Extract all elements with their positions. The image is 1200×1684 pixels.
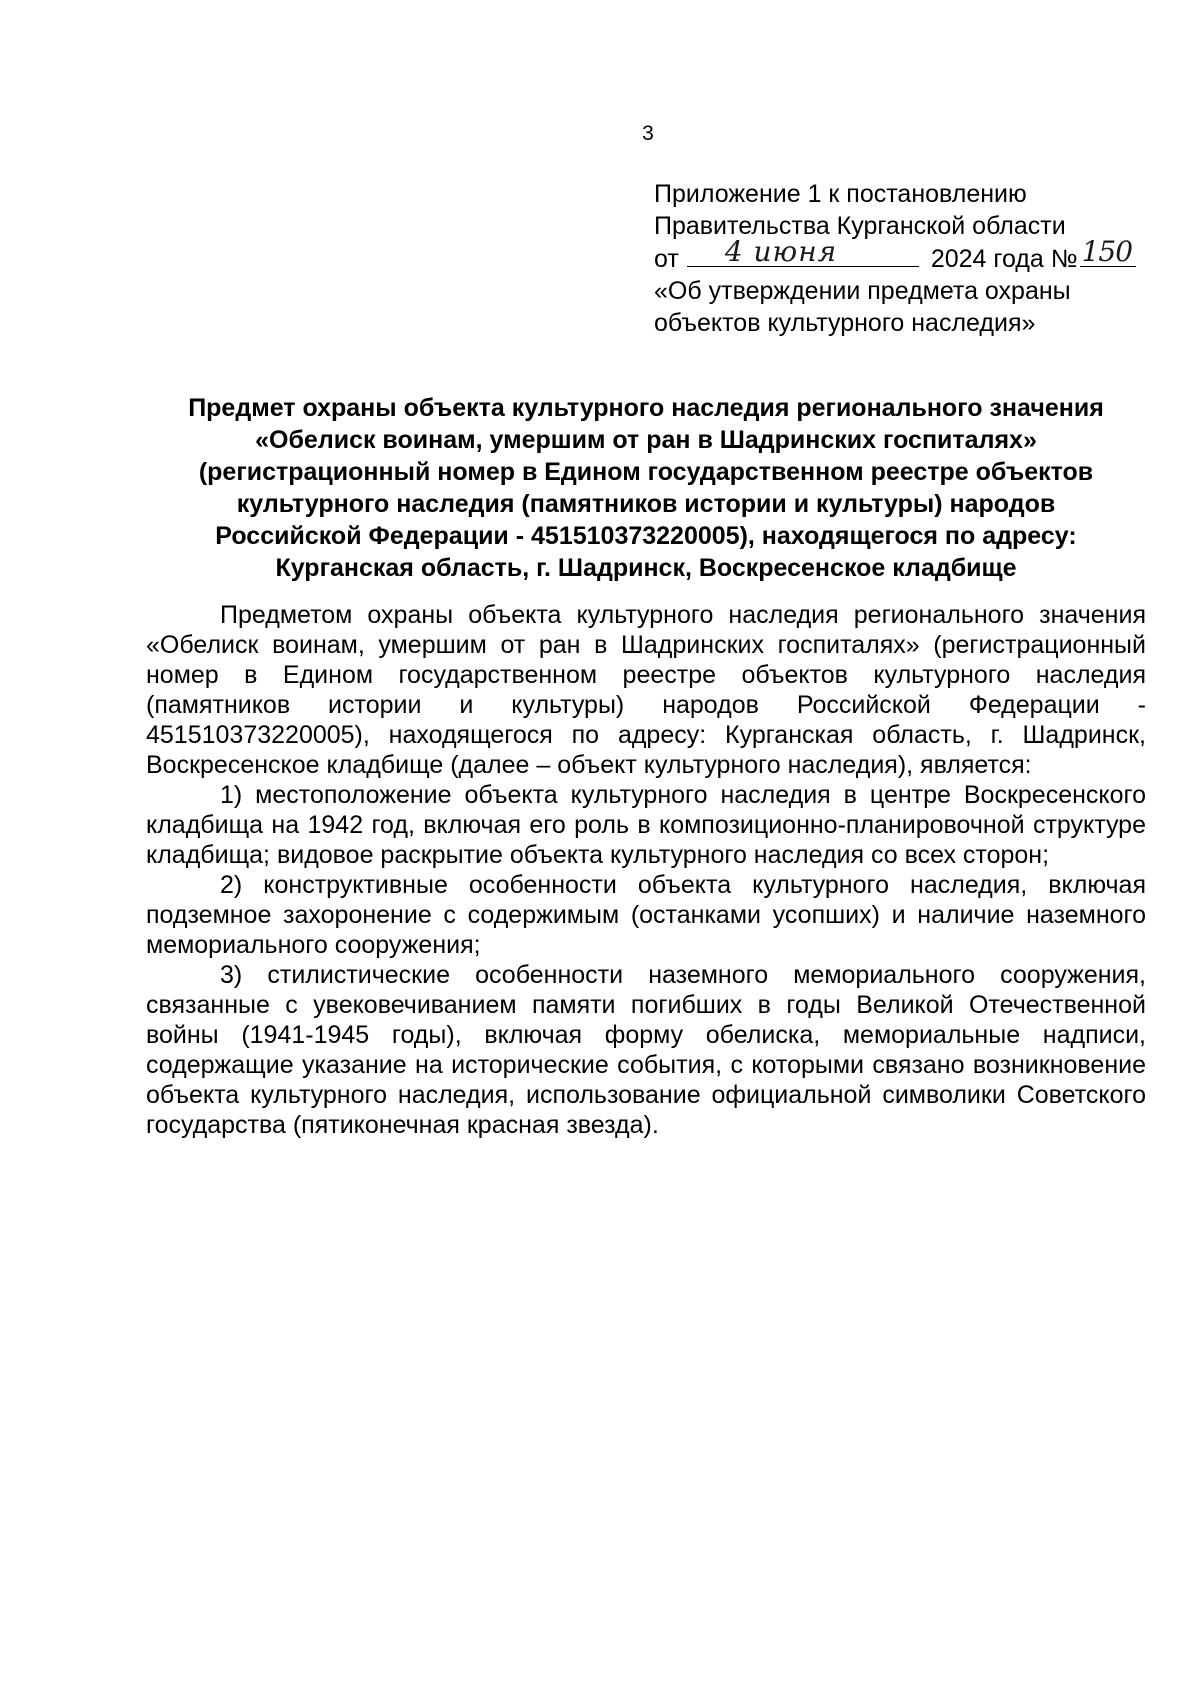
date-blank — [687, 235, 919, 268]
title-line-4: культурного наследия (памятников истории и культуры) народов — [236, 490, 1056, 518]
appendix-line-4: «Об утверждении предмета охраны — [654, 277, 1071, 305]
title-line-1: Предмет охраны объекта культурного наследия регионального значения — [188, 394, 1104, 422]
appendix-line-5: объектов культурного наследия» — [654, 309, 1036, 337]
page-number: 3 — [642, 122, 654, 145]
title-line-6: Курганская область, г. Шадринск, Воскресенское кладбище — [275, 554, 1017, 582]
number-blank — [1080, 235, 1136, 268]
list-item-3: 3) стилистические особенности наземного мемориального сооружения, связанные с увековечиванием памяти погибших в годы Великой Отечественной войны (1941-1945 годы), включая форму обелиска, мемориальные надписи, содержащие указание на исторические события, с которыми связано возникновение объекта культурного наследия, использование официальной символики Советского государства (пятиконечная красная звезда). — [146, 961, 1146, 1139]
appendix-line-2: Правительства Курганской области — [654, 212, 1066, 240]
title-line-5: Российской Федерации - 451510373220005), находящегося по адресу: — [215, 522, 1077, 550]
appendix-header — [654, 178, 1154, 339]
title-line-3: (регистрационный номер в Едином государственном реестре объектов — [198, 458, 1094, 486]
intro-paragraph: Предметом охраны объекта культурного наследия регионального значения «Обелиск воинам, умершим от ран в Шадринских госпиталях» (регистрационный номер в Едином государственном реестре объектов культурного наследия (памятников истории и культуры) народов Российской Федерации - 451510373220005), находящегося по адресу: Курганская область, г. Шадринск, Воскресенское кладбище (далее – объект культурного наследия), является: — [146, 601, 1146, 779]
list-item-1: 1) местоположение объекта культурного наследия в центре Воскресенского кладбища на 1942 год, включая его роль в композиционно-планировочной структуре кладбища; видовое раскрытие объекта культурного наследия со всех сторон; — [146, 781, 1146, 869]
document-title — [146, 392, 1146, 584]
handwritten-date: 4 июня — [724, 235, 838, 268]
date-prefix: от — [654, 245, 679, 273]
date-suffix: 2024 года № — [930, 245, 1078, 273]
document-body — [146, 600, 1146, 1140]
appendix-line-1: Приложение 1 к постановлению — [654, 180, 1027, 208]
title-line-2: «Обелиск воинам, умершим от ран в Шадринских госпиталях» — [255, 426, 1037, 454]
list-item-2: 2) конструктивные особенности объекта культурного наследия, включая подземное захоронение с содержимым (останками усопших) и наличие наземного мемориального сооружения; — [146, 871, 1146, 959]
appendix-date-line — [654, 235, 1154, 275]
handwritten-number: 150 — [1081, 235, 1133, 268]
